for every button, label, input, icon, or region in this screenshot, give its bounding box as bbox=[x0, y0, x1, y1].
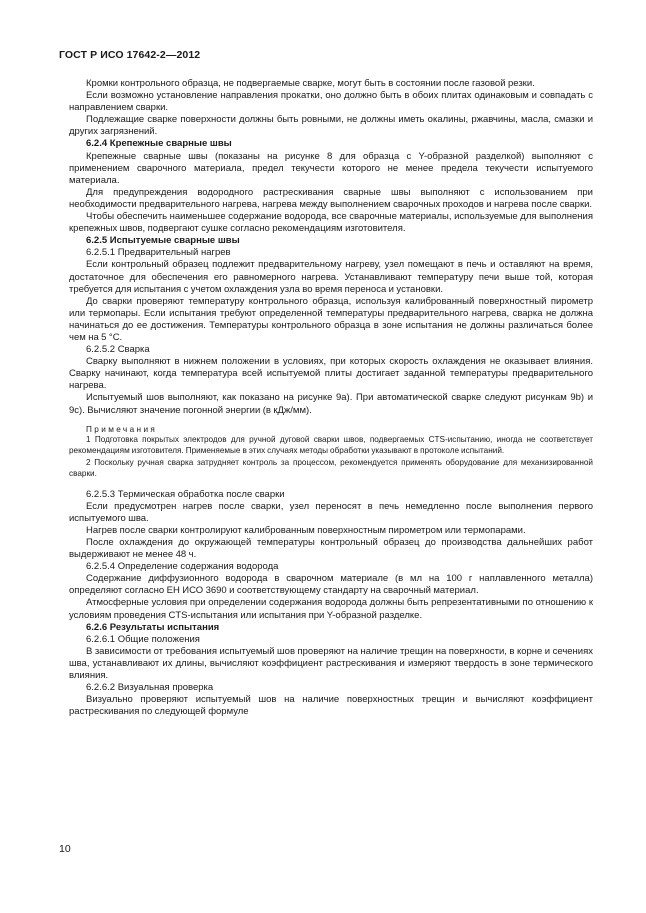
body-section-a bbox=[69, 78, 593, 417]
section-heading: 6.2.4 Крепежные сварные швы bbox=[86, 138, 232, 150]
paragraph: Если контрольный образец подлежит предварительному нагреву, узел помещают в печь и оставляют на время, достаточное для обеспечения его равномерного нагрева. Устанавливают температуру печи выше той, которая требуется для испытания с учетом охлаждения узла во время переноса и установки. bbox=[69, 259, 593, 295]
note-item: 2 Поскольку ручная сварка затрудняет контроль за процессом, рекомендуется применять оборудование для механизированной сварки. bbox=[69, 458, 593, 478]
paragraph: После охлаждения до окружающей температуры контрольный образец до производства дальнейших работ выдерживают не менее 48 ч. bbox=[69, 536, 593, 561]
paragraph: Подлежащие сварке поверхности должны быть ровными, не должны иметь окалины, ржавчины, масла, смазки и других загрязнений. bbox=[69, 114, 593, 138]
notes-block bbox=[69, 425, 593, 480]
paragraph: Испытуемый шов выполняют, как показано на рисунке 9а). При автоматической сварке следуют рисункам 9b) и 9с). Вычисляют значение погонной энергии (в кДж/мм). bbox=[69, 392, 593, 416]
subsection-heading: 6.2.5.2 Сварка bbox=[86, 344, 150, 356]
paragraph: До сварки проверяют температуру контрольного образца, используя калиброванный поверхностный пирометр или термопары. Если испытания требуют определенной температуры предварительного нагрева, сварка не должна начинаться до ее достижения. Температуры контрольного образца в зоне испытания не должны различаться более чем на 5 °С. bbox=[69, 295, 593, 343]
paragraph: Кромки контрольного образца, не подвергаемые сварке, могут быть в состоянии после газовой резки. bbox=[86, 78, 535, 89]
body-section-b bbox=[69, 489, 593, 719]
subsection-heading: 6.2.5.3 Термическая обработка после сварки bbox=[86, 488, 285, 500]
paragraph: Нагрев после сварки контролируют калиброванным поверхностным пирометром или термопарами. bbox=[86, 524, 526, 536]
note-item: 1 Подготовка покрытых электродов для ручной дуговой сварки швов, подвергаемых CTS-испытанию, иногда не соответствует рекомендациям изготовителя. Применяемые в этих случаях методы обработки указывают в протоколе испытаний. bbox=[69, 435, 593, 455]
paragraph: В зависимости от требования испытуемый шов проверяют на наличие трещин на поверхности, в корне и сечениях шва, устанавливают их длины, вычисляют коэффициент растрескивания и измеряют твердость в зоне термического влияния. bbox=[69, 645, 593, 681]
notes-title: Примечания bbox=[86, 424, 158, 434]
page-number: 10 bbox=[59, 843, 71, 855]
subsection-heading: 6.2.6.1 Общие положения bbox=[86, 633, 200, 645]
section-heading: 6.2.6 Результаты испытания bbox=[86, 621, 220, 633]
paragraph: Визуально проверяют испытуемый шов на наличие поверхностных трещин и вычисляют коэффициент растрескивания по следующей формуле bbox=[69, 694, 593, 718]
paragraph: Атмосферные условия при определении содержания водорода должны быть репрезентативными по отношению к условиям проведения CTS-испытания или испытания при Y-образной разделке. bbox=[69, 597, 593, 621]
page-header-standard-number: ГОСТ Р ИСО 17642-2—2012 bbox=[59, 49, 201, 61]
section-heading: 6.2.5 Испытуемые сварные швы bbox=[86, 235, 240, 247]
paragraph: Если возможно установление направления прокатки, оно должно быть в обоих плитах одинаковым и совпадать с направлением сварки. bbox=[69, 90, 593, 114]
paragraph: Сварку выполняют в нижнем положении в условиях, при которых скорость охлаждения не оказывает влияния. Сварку начинают, когда температура всей испытуемой плиты достигает заданной температуры предварительного нагрева. bbox=[69, 356, 593, 392]
page-body bbox=[69, 78, 593, 718]
subsection-heading: 6.2.6.2 Визуальная проверка bbox=[86, 682, 214, 694]
paragraph: Крепежные сварные швы (показаны на рисунке 8 для образца с Y-образной разделкой) выполняют с применением сварочного материала, предел текучести которого не менее предела текучести испытуемого материала. bbox=[69, 150, 593, 186]
subsection-heading: 6.2.5.1 Предварительный нагрев bbox=[86, 247, 231, 259]
subsection-heading: 6.2.5.4 Определение содержания водорода bbox=[86, 561, 279, 573]
paragraph: Содержание диффузионного водорода в сварочном материале (в мл на 100 г наплавленного металла) определяют согласно ЕН ИСО 3690 и соответствующему стандарту на сварочный материал. bbox=[69, 573, 593, 597]
paragraph: Чтобы обеспечить наименьшее содержание водорода, все сварочные материалы, используемые для выполнения крепежных швов, подвергают сушке согласно рекомендациям изготовителя. bbox=[69, 211, 593, 235]
paragraph: Для предупреждения водородного растрескивания сварные швы выполняют с использованием при необходимости предварительного нагрева, нагрева между выполнением сварочных проходов и нагрева после сварки. bbox=[69, 186, 593, 210]
paragraph: Если предусмотрен нагрев после сварки, узел переносят в печь немедленно после выполнения первого испытуемого шва. bbox=[69, 500, 593, 524]
